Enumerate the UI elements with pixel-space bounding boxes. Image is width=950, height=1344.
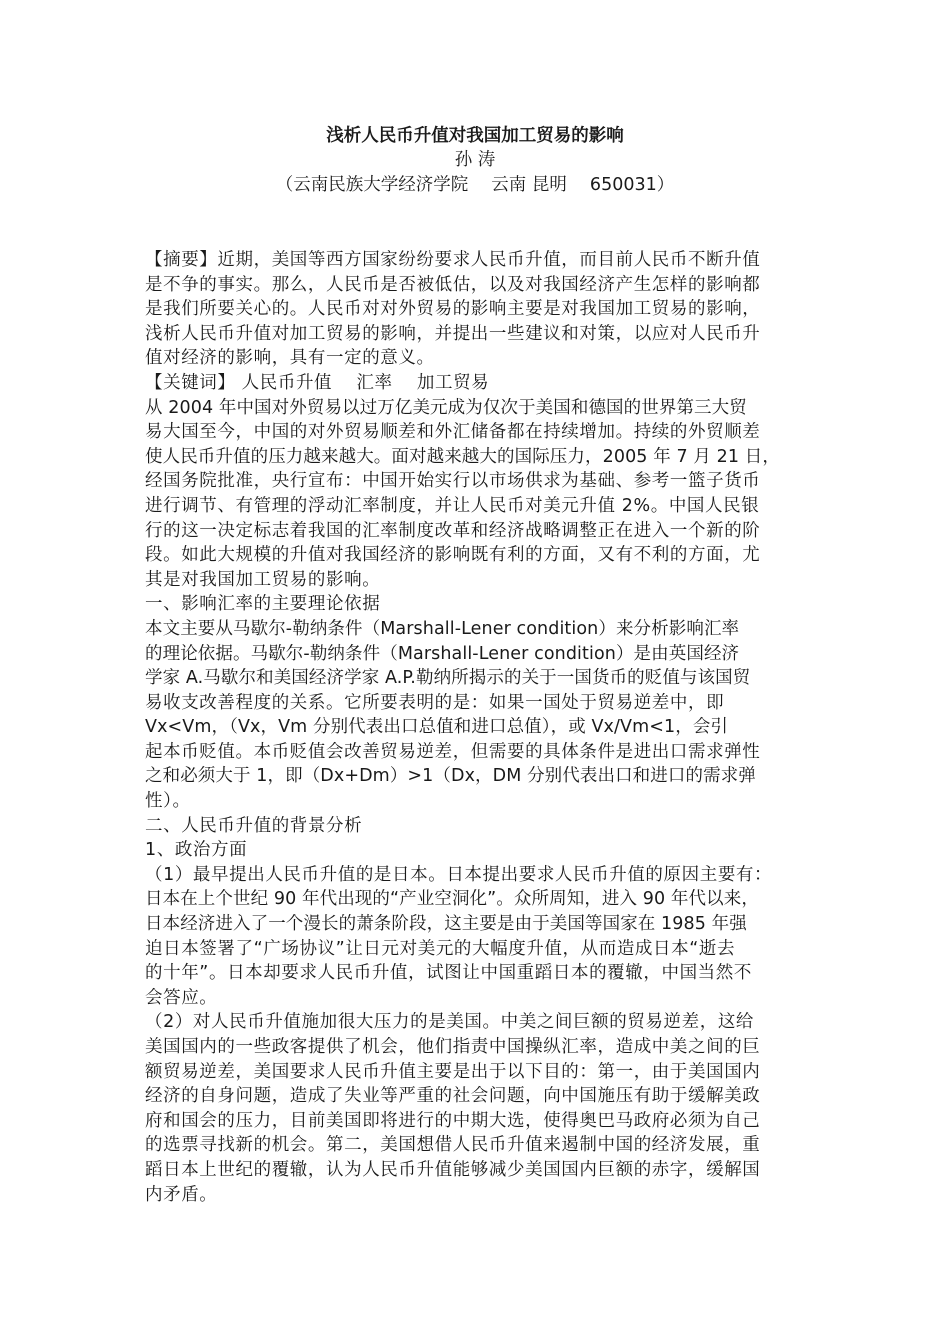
- author-name: 孙 涛: [454, 150, 496, 170]
- paragraph-line: 其是对我国加工贸易的影响。: [145, 569, 381, 590]
- author-affiliation: （云南民族大学经济学院 云南 昆明 650031）: [275, 175, 675, 195]
- paragraph-line: 学家 A.马歇尔和美国经济学家 A.P.勒纳所揭示的关于一国货币的贬值与该国贸: [145, 668, 751, 689]
- paragraph-line: 本文主要从马歇尔-勒纳条件（Marshall-Lener condition）来分析影响汇率: [145, 618, 740, 639]
- paragraph-line: 会答应。: [145, 987, 218, 1008]
- paragraph-line: 的理论依据。马歇尔-勒纳条件（Marshall-Lener condition）是由英国经济: [145, 643, 740, 664]
- paragraph-line: （1）最早提出人民币升值的是日本。日本提出要求人民币升值的原因主要有：: [145, 864, 773, 885]
- paragraph-line: 额贸易逆差，美国要求人民币升值主要是出于以下目的：第一，由于美国国内: [145, 1061, 761, 1082]
- paragraph-line: 日本经济进入了一个漫长的萧条阶段，这主要是由于美国等国家在 1985 年强: [145, 914, 747, 935]
- paragraph-line: 美国国内的一些政客提供了机会，他们指责中国操纵汇率，造成中美之间的巨: [145, 1037, 761, 1057]
- article-body: [145, 248, 817, 1207]
- paragraph-line: 府和国会的压力，目前美国即将进行的中期大选，使得奥巴马政府必须为自己: [145, 1110, 761, 1131]
- article-title: 浅析人民币升值对我国加工贸易的影响: [326, 126, 624, 146]
- paragraph-line: 段。如此大规模的升值对我国经济的影响既有利的方面，又有不利的方面，尤: [145, 545, 761, 566]
- paragraph-line: 经济的自身问题，造成了失业等严重的社会问题，向中国施压有助于缓解美政: [145, 1086, 761, 1107]
- paragraph-line: 的选票寻找新的机会。第二，美国想借人民币升值来遏制中国的经济发展，重: [145, 1135, 761, 1156]
- abstract-line: 值对经济的影响，具有一定的意义。: [145, 348, 435, 369]
- paragraph-line: 日本在上个世纪 90 年代出现的“产业空洞化”。众所周知，进入 90 年代以来，: [145, 889, 759, 910]
- keywords-line: 【关键词】 人民币升值 汇率 加工贸易: [145, 372, 490, 393]
- paragraph-line: 迫日本签署了“广场协议”让日元对美元的大幅度升值，从而造成日本“逝去: [145, 938, 736, 959]
- paragraph-line: 蹈日本上世纪的覆辙，认为人民币升值能够减少美国国内巨额的赤字，缓解国: [145, 1159, 761, 1180]
- paragraph-line: 使人民币升值的压力越来越大。面对越来越大的国际压力，2005 年 7 月 21 日，: [145, 446, 780, 467]
- paragraph-line: 之和必须大于 1，即（Dx+Dm）>1（Dx，DM 分别代表出口和进口的需求弹: [145, 766, 756, 787]
- document-header: [0, 124, 950, 198]
- paragraph-line: 易收支改善程度的关系。它所要表明的是：如果一国处于贸易逆差中，即: [145, 692, 725, 713]
- abstract-line: 是不争的事实。那么，人民币是否被低估，以及对我国经济产生怎样的影响都: [145, 274, 761, 295]
- paragraph-line: （2）对人民币升值施加很大压力的是美国。中美之间巨额的贸易逆差，这给: [145, 1012, 755, 1033]
- section-heading: 二、人民币升值的背景分析: [145, 815, 363, 836]
- subsection-heading: 1、政治方面: [145, 840, 248, 861]
- abstract-line: 【摘要】近期，美国等西方国家纷纷要求人民币升值，而目前人民币不断升值: [145, 250, 761, 270]
- paragraph-line: 的十年”。日本却要求人民币升值，试图让中国重蹈日本的覆辙，中国当然不: [145, 963, 752, 984]
- paragraph-line: Vx<Vm，（Vx，Vm 分别代表出口总值和进口总值），或 Vx/Vm<1，会引: [145, 717, 729, 738]
- abstract-line: 浅析人民币升值对加工贸易的影响，并提出一些建议和对策，以应对人民币升: [145, 323, 761, 344]
- paragraph-line: 行的这一决定标志着我国的汇率制度改革和经济战略调整正在进入一个新的阶: [145, 520, 761, 541]
- paragraph-line: 进行调节、有管理的浮动汇率制度，并让人民币对美元升值 2%。中国人民银: [145, 495, 760, 516]
- paragraph-line: 起本币贬值。本币贬值会改善贸易逆差，但需要的具体条件是进出口需求弹性: [145, 741, 761, 762]
- paragraph-line: 内矛盾。: [145, 1184, 218, 1205]
- paragraph-line: 性）。: [145, 791, 191, 812]
- abstract-line: 是我们所要关心的。人民币对对外贸易的影响主要是对我国加工贸易的影响，: [145, 299, 761, 320]
- paragraph-line: 易大国至今，中国的对外贸易顺差和外汇储备都在持续增加。持续的外贸顺差: [145, 422, 761, 443]
- paragraph-line: 经国务院批准，央行宣布：中国开始实行以市场供求为基础、参考一篮子货币: [145, 471, 761, 492]
- section-heading: 一、影响汇率的主要理论依据: [145, 594, 381, 615]
- paragraph-line: 从 2004 年中国对外贸易以过万亿美元成为仅次于美国和德国的世界第三大贸: [145, 397, 747, 418]
